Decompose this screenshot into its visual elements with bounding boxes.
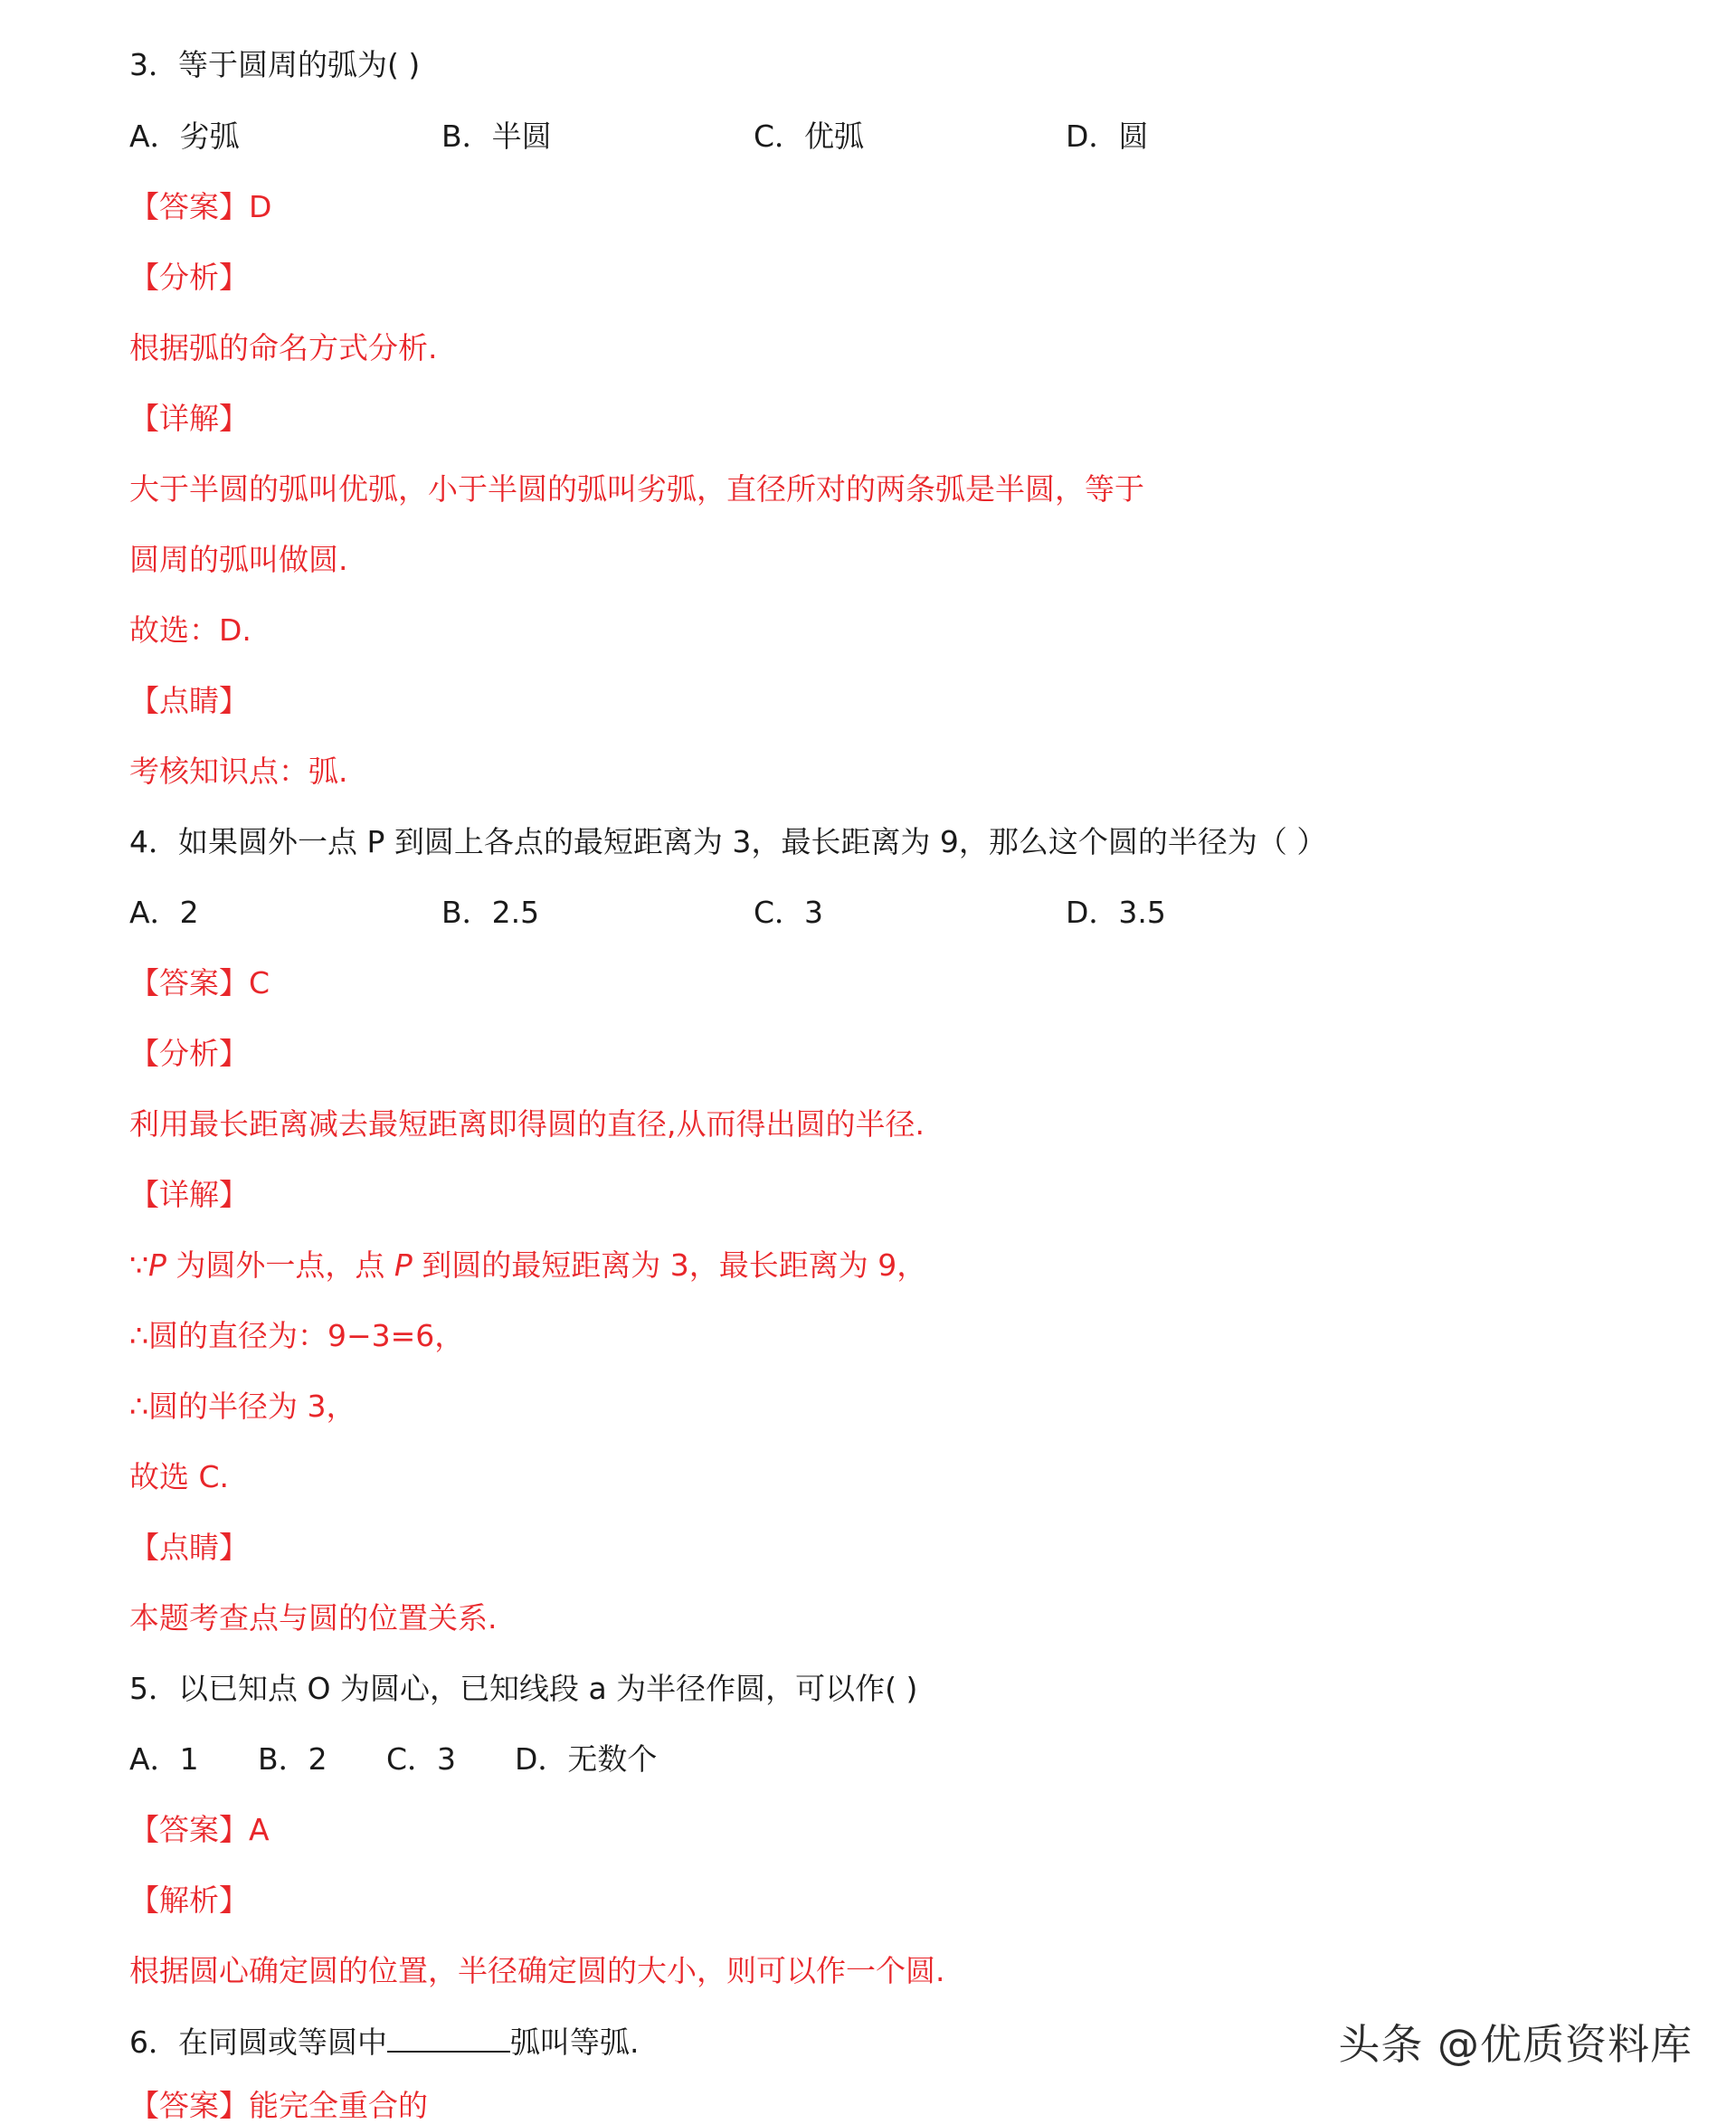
q6-fill-blank — [387, 2024, 510, 2053]
q4-stem: 4．如果圆外一点 P 到圆上各点的最短距离为 3，最长距离为 9，那么这个圆的半径为（ ） — [129, 824, 1327, 859]
q3-remark: 考核知识点：弧. — [129, 754, 348, 789]
q3-detail-line-1: 大于半圆的弧叫优弧，小于半圆的弧叫劣弧，直径所对的两条弧是半圆，等于 — [129, 471, 1144, 507]
q5-option-b: B．2 — [258, 1741, 327, 1777]
q4-answer: 【答案】C — [129, 965, 270, 1000]
q6-answer-partial: 【答案】能完全重合的 — [129, 2088, 428, 2123]
q3-option-c: C．优弧 — [754, 119, 865, 154]
q4-remark: 本题考查点与圆的位置关系. — [129, 1600, 498, 1636]
point-p-label: P — [148, 1247, 166, 1283]
q3-answer: 【答案】D — [129, 189, 272, 224]
q6-stem — [129, 2024, 640, 2061]
q4-detail-label: 【详解】 — [129, 1177, 249, 1212]
q3-detail-line-3: 故选：D. — [129, 612, 251, 648]
q4-detail-line-1-text-a: 为圆外一点，点 — [166, 1247, 394, 1283]
q3-option-a: A．劣弧 — [129, 119, 240, 154]
q6-stem-text-a: 6．在同圆或等圆中 — [129, 2024, 387, 2060]
q4-detail-line-3: ∴圆的半径为 3， — [129, 1389, 356, 1424]
q5-option-d: D．无数个 — [515, 1741, 658, 1777]
q3-option-d: D．圆 — [1066, 119, 1149, 154]
q5-answer: 【答案】A — [129, 1812, 270, 1847]
watermark: 头条 @优质资料库 — [1338, 2020, 1693, 2069]
q4-remark-label: 【点睛】 — [129, 1530, 249, 1565]
q3-analysis-label: 【分析】 — [129, 260, 249, 295]
q3-detail-line-2: 圆周的弧叫做圆. — [129, 542, 348, 577]
because-symbol: ∵ — [129, 1247, 148, 1283]
q4-analysis: 利用最长距离减去最短距离即得圆的直径,从而得出圆的半径. — [129, 1106, 925, 1142]
q4-option-a: A．2 — [129, 895, 199, 930]
q5-option-a: A．1 — [129, 1741, 199, 1777]
q3-remark-label: 【点睛】 — [129, 683, 249, 718]
q3-option-b: B．半圆 — [441, 119, 552, 154]
q4-detail-line-1 — [129, 1247, 926, 1284]
q6-stem-text-b: 弧叫等弧. — [510, 2024, 640, 2060]
q3-detail-label: 【详解】 — [129, 401, 249, 436]
q4-detail-line-2: ∴圆的直径为：9−3=6， — [129, 1318, 465, 1353]
q4-option-d: D．3.5 — [1066, 895, 1166, 930]
q5-stem: 5．以已知点 O 为圆心，已知线段 a 为半径作圆，可以作( ) — [129, 1671, 918, 1706]
point-p-label: P — [394, 1247, 413, 1283]
q3-analysis: 根据弧的命名方式分析. — [129, 330, 438, 365]
q4-analysis-label: 【分析】 — [129, 1036, 249, 1071]
q5-analysis-label: 【解析】 — [129, 1882, 249, 1918]
q4-detail-line-4: 故选 C. — [129, 1459, 230, 1494]
q4-option-b: B．2.5 — [441, 895, 540, 930]
q4-option-c: C．3 — [754, 895, 824, 930]
q3-stem: 3．等于圆周的弧为( ) — [129, 47, 421, 82]
q4-detail-line-1-text-b: 到圆的最短距离为 3，最长距离为 9， — [412, 1247, 927, 1283]
q5-analysis: 根据圆心确定圆的位置，半径确定圆的大小，则可以作一个圆. — [129, 1953, 945, 1988]
q5-option-c: C．3 — [386, 1741, 457, 1777]
